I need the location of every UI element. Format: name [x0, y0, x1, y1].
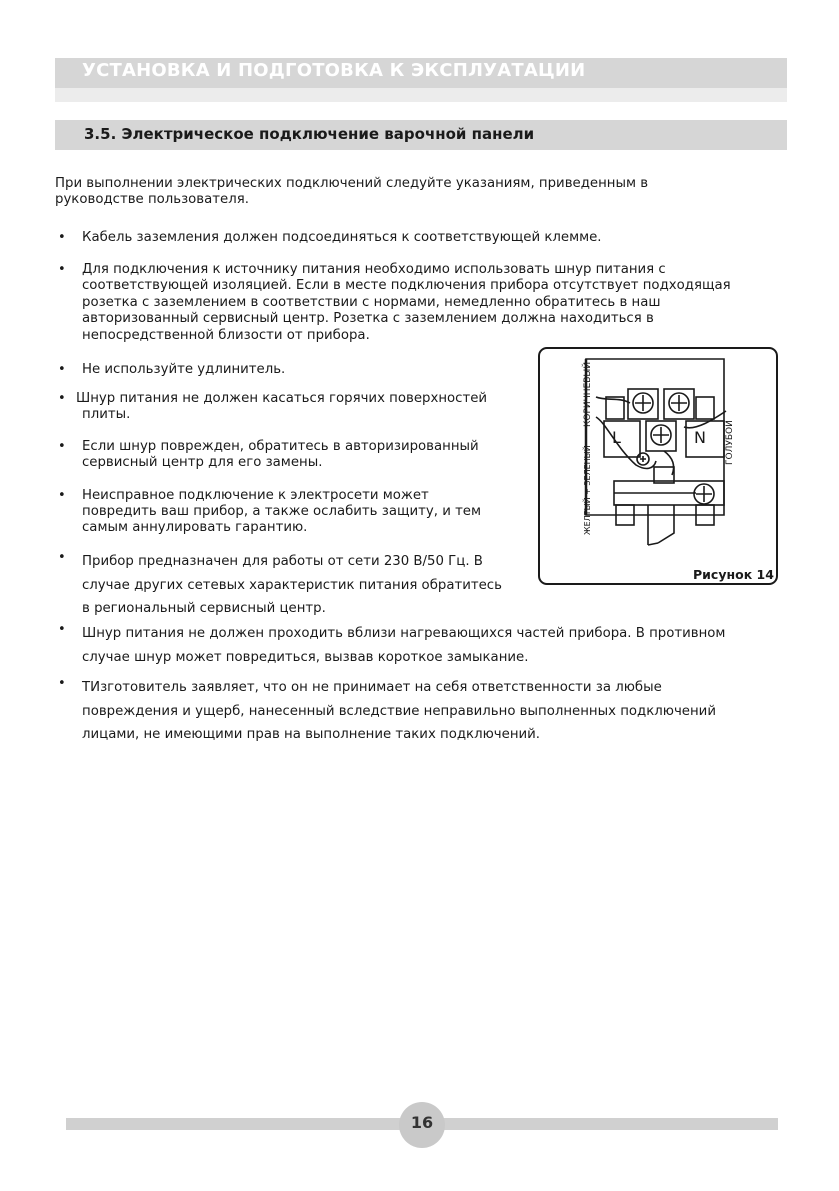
bullet-9-line-3: лицами, не имеющими прав на выполнение таких подключений.: [82, 727, 541, 742]
bullet-3-line-1: Не используйте удлинитель.: [82, 362, 286, 377]
bullet-marker: •: [58, 622, 66, 637]
wire-label-blue: ГОЛУБОЙ: [725, 420, 735, 465]
bullet-2-line-3: розетка с заземлением в соответствии с нормами, немедленно обратитесь в наш: [82, 295, 661, 310]
bullet-2-line-5: непосредственной близости от прибора.: [82, 328, 370, 343]
brown-wire: [596, 397, 630, 403]
wire-label-yellow-green: ЖЕЛТЫЙ + ЗЕЛЕНЫЙ: [583, 445, 592, 535]
bullet-7-line-3: в региональный сервисный центр.: [82, 601, 326, 616]
ground-wire: [596, 417, 656, 468]
bullet-marker: •: [58, 230, 66, 245]
bullet-marker: •: [58, 439, 66, 454]
bullet-1-line-1: Кабель заземления должен подсоединяться к соответствующей клемме.: [82, 230, 602, 245]
bullet-5-line-1: Если шнур поврежден, обратитесь в авторизированный: [82, 439, 479, 454]
bullet-marker: •: [58, 488, 66, 503]
terminal-label-l: L: [612, 428, 621, 447]
intro-line-2: руководстве пользователя.: [55, 192, 249, 207]
wiring-diagram: [576, 357, 756, 567]
bullet-6-line-2: повредить ваш прибор, а также ослабить защиту, и тем: [82, 504, 482, 519]
bullet-8-line-2: случае шнур может повредиться, вызвав короткое замыкание.: [82, 650, 529, 665]
bullet-2-line-2: соответствующей изоляцией. Если в месте подключения прибора отсутствует подходящая: [82, 278, 731, 293]
bullet-4-line-2: плиты.: [82, 407, 131, 422]
bullet-6-line-3: самым аннулировать гарантию.: [82, 520, 308, 535]
chapter-title: УСТАНОВКА И ПОДГОТОВКА К ЭКСПЛУАТАЦИИ: [82, 60, 586, 81]
terminal-label-n: N: [694, 428, 706, 447]
bullet-4-line-1: Шнур питания не должен касаться горячих поверхностей: [76, 391, 488, 406]
bullet-marker: •: [58, 262, 66, 277]
figure-caption: Рисунок 14: [693, 567, 774, 582]
power-cable: [648, 505, 674, 545]
bullet-6-line-1: Неисправное подключение к электросети может: [82, 488, 429, 503]
bullet-2-line-4: авторизованный сервисный центр. Розетка с заземлением должна находиться в: [82, 311, 654, 326]
bullet-9-line-1: ТИзготовитель заявляет, что он не принимает на себя ответственности за любые: [82, 680, 662, 695]
bullet-7-line-2: случае других сетевых характеристик питания обратитесь: [82, 578, 502, 593]
wire-label-brown: КОРИЧНЕВЫЙ: [583, 361, 593, 427]
section-title: 3.5. Электрическое подключение варочной панели: [84, 125, 535, 143]
bullet-5-line-2: сервисный центр для его замены.: [82, 455, 323, 470]
bullet-2-line-1: Для подключения к источнику питания необходимо использовать шнур питания с: [82, 262, 666, 277]
bullet-marker: •: [58, 391, 66, 406]
bullet-marker: •: [58, 676, 66, 691]
intro-line-1: При выполнении электрических подключений следуйте указаниям, приведенным в: [55, 176, 649, 191]
bullet-7-line-1: Прибор предназначен для работы от сети 230 В/50 Гц. В: [82, 554, 483, 569]
bullet-8-line-1: Шнур питания не должен проходить вблизи нагревающихся частей прибора. В противном: [82, 626, 726, 641]
bullet-marker: •: [58, 362, 66, 377]
bullet-9-line-2: повреждения и ущерб, нанесенный вследствие неправильно выполненных подключений: [82, 704, 716, 719]
bullet-marker: •: [58, 550, 66, 565]
chapter-header-underline: [55, 88, 787, 102]
page-number: 16: [410, 1113, 434, 1132]
